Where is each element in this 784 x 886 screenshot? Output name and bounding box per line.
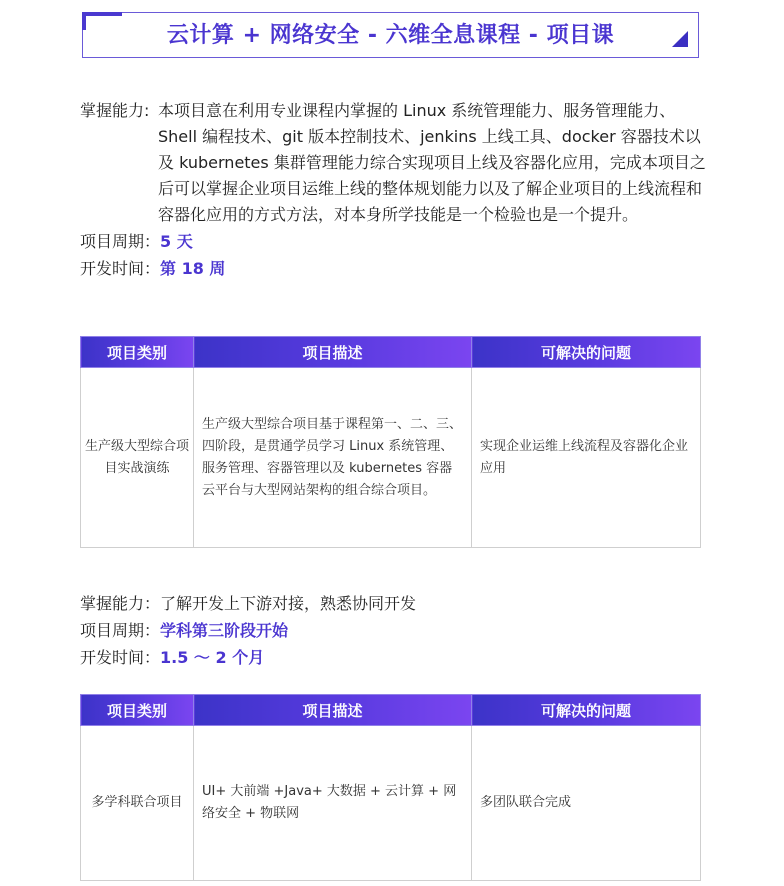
dev-time-label: 开发时间： bbox=[80, 259, 161, 278]
table-row bbox=[81, 726, 701, 881]
cell-desc: 生产级大型综合项目基于课程第一、二、三、四阶段，是贯通学员学习 Linux 系统管理、服务管理、容器管理以及 kubernetes 容器云平台与大型网站架构的组合综合项目。 bbox=[194, 368, 472, 548]
table-header-row bbox=[81, 695, 701, 726]
table-row bbox=[81, 368, 701, 548]
dev-time-line bbox=[80, 255, 710, 282]
skill-line-2 bbox=[80, 590, 710, 617]
period-value-2: 学科第三阶段开始 bbox=[160, 621, 289, 640]
period-line-2 bbox=[80, 617, 710, 644]
dev-time-value: 第 18 周 bbox=[160, 259, 226, 278]
header-desc: 项目描述 bbox=[194, 337, 472, 368]
period-label: 项目周期： bbox=[80, 232, 161, 251]
cell-type: 生产级大型综合项目实战演练 bbox=[81, 368, 194, 548]
skill-label: 掌握能力: bbox=[80, 101, 150, 120]
cell-desc: UI+ 大前端 +Java+ 大数据 + 云计算 + 网络安全 + 物联网 bbox=[194, 726, 472, 881]
period-line bbox=[80, 228, 710, 255]
header-type: 项目类别 bbox=[81, 695, 194, 726]
header-problem: 可解决的问题 bbox=[472, 695, 701, 726]
table-header-row bbox=[81, 337, 701, 368]
dev-time-line-2 bbox=[80, 644, 710, 671]
period-label-2: 项目周期： bbox=[80, 621, 161, 640]
skill-row bbox=[80, 98, 710, 228]
page-title: 云计算 + 网络安全 - 六维全息课程 - 项目课 bbox=[166, 23, 615, 48]
period-value: 5 天 bbox=[160, 232, 193, 251]
corner-triangle-icon bbox=[672, 31, 688, 47]
section-2-info bbox=[80, 590, 710, 671]
header-problem: 可解决的问题 bbox=[472, 337, 701, 368]
title-banner bbox=[82, 12, 699, 58]
skill-text-2: 了解开发上下游对接，熟悉协同开发 bbox=[160, 594, 417, 613]
project-table-1 bbox=[80, 336, 701, 548]
dev-time-label-2: 开发时间： bbox=[80, 648, 161, 667]
skill-text: 本项目意在利用专业课程内掌握的 Linux 系统管理能力、服务管理能力、Shell 编程技术、git 版本控制技术、jenkins 上线工具、docker 容器技术以及 kubernetes 集群管理能力综合实现项目上线及容器化应用，完成本项目之后可以掌握企业项目运维上线的整体规划能力以及了解企业项目的上线流程和容器化应用的方式方法，对本身所学技能是一个检验也是一个提升。 bbox=[158, 101, 706, 224]
section-1-info bbox=[80, 98, 710, 282]
header-desc: 项目描述 bbox=[194, 695, 472, 726]
header-type: 项目类别 bbox=[81, 337, 194, 368]
project-table-2 bbox=[80, 694, 701, 881]
cell-problem: 多团队联合完成 bbox=[472, 726, 701, 881]
cell-problem: 实现企业运维上线流程及容器化企业应用 bbox=[472, 368, 701, 548]
cell-type: 多学科联合项目 bbox=[81, 726, 194, 881]
dev-time-value-2: 1.5 ～ 2 个月 bbox=[160, 648, 265, 667]
skill-label-2: 掌握能力： bbox=[80, 594, 161, 613]
